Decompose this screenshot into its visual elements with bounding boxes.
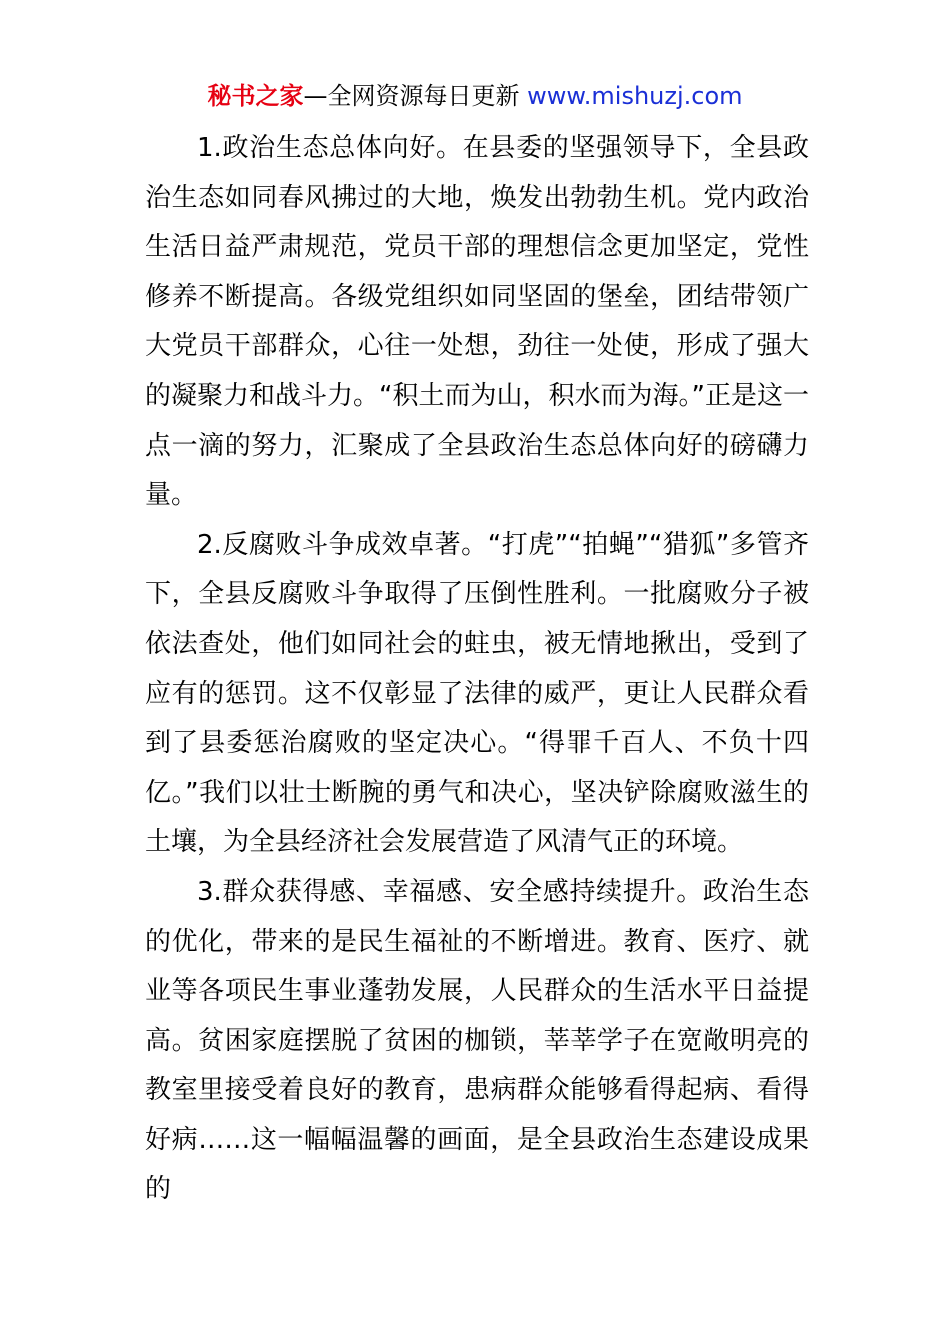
site-url-link[interactable]: www.mishuzj.com — [527, 82, 743, 110]
site-tagline: —全网资源每日更新 — [303, 82, 528, 110]
document-body — [145, 124, 809, 1215]
paragraph-3: 3.群众获得感、幸福感、安全感持续提升。政治生态的优化，带来的是民生福祉的不断增进。教育、医疗、就业等各项民生事业蓬勃发展，人民群众的生活水平日益提高。贫困家庭摆脱了贫困的枷锁，莘莘学子在宽敞明亮的教室里接受着良好的教育，患病群众能够看得起病、看得好病……这一幅幅温馨的画面，是全县政治生态建设成果的 — [145, 876, 809, 1205]
brand-name: 秘书之家 — [207, 82, 304, 110]
paragraph-1: 1.政治生态总体向好。在县委的坚强领导下，全县政治生态如同春风拂过的大地，焕发出勃勃生机。党内政治生活日益严肃规范，党员干部的理想信念更加坚定，党性修养不断提高。各级党组织如同坚固的堡垒，团结带领广大党员干部群众，心往一处想，劲往一处使，形成了强大的凝聚力和战斗力。“积土而为山，积水而为海。”正是这一点一滴的努力，汇聚成了全县政治生态总体向好的磅礴力量。 — [145, 133, 809, 511]
site-header — [0, 78, 950, 114]
paragraph-2: 2.反腐败斗争成效卓著。“打虎”“拍蝇”“猎狐”多管齐下，全县反腐败斗争取得了压倒性胜利。一批腐败分子被依法查处，他们如同社会的蛀虫，被无情地揪出，受到了应有的惩罚。这不仅彰显了法律的威严，更让人民群众看到了县委惩治腐败的坚定决心。“得罪千百人、不负十四亿。”我们以壮士断腕的勇气和决心，坚决铲除腐败滋生的土壤，为全县经济社会发展营造了风清气正的环境。 — [145, 529, 809, 858]
